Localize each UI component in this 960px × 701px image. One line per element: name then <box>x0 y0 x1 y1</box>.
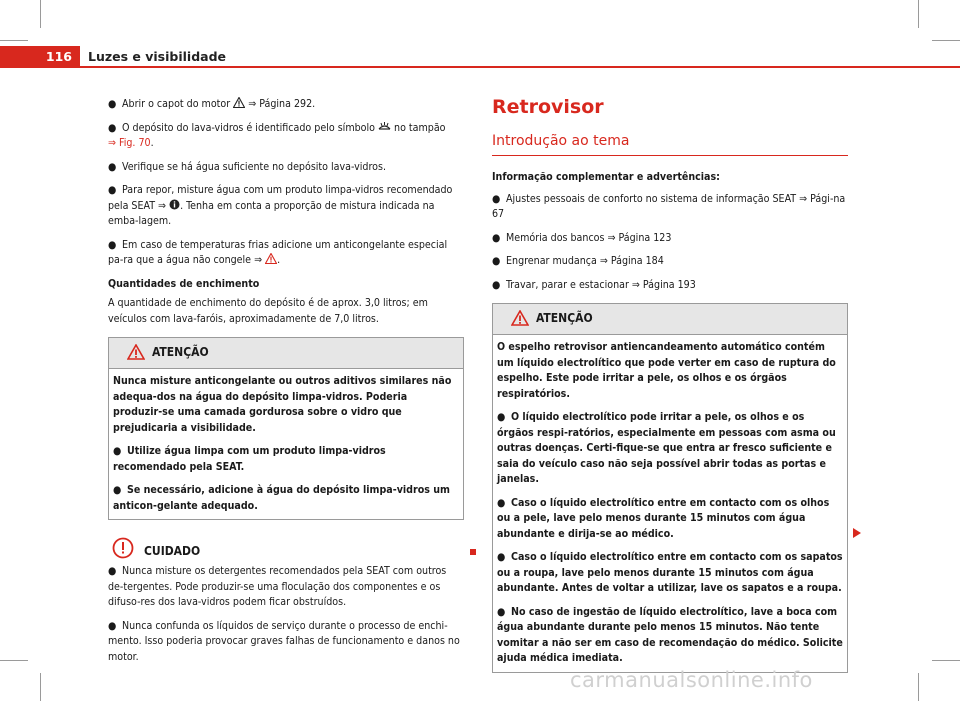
subheading: Quantidades de enchimento <box>108 277 260 290</box>
watermark: carmanualsonline.info <box>570 668 813 692</box>
crop-mark <box>0 660 28 661</box>
paragraph: O espelho retrovisor antiencandeamento automático contém um líquido electrolítico que pode verter em caso de ruptura do espelho. Este pode irritar a pele, os olhos e os órgãos respiratórios. <box>497 341 836 400</box>
list-item: ● Engrenar mudança ⇒ Página 184 <box>492 255 664 267</box>
crop-mark <box>40 673 41 701</box>
washer-fluid-icon <box>378 122 391 132</box>
caution-header <box>108 534 464 564</box>
caution-exclamation-icon <box>112 537 134 559</box>
continue-arrow-icon <box>852 527 862 539</box>
list-item: ● O líquido electrolítico pode irritar a pele, os olhos e os órgãos respi-ratórios, especialmente em pessoas com asma ou outras doenças. Certi-fique-se que entra ar fresco suficiente e saia do veículo caso não seja possível abrir todas as portas e janelas. <box>497 411 836 485</box>
warning-label: ATENÇÃO <box>536 311 593 325</box>
list-item: ● Para repor, misture água com um produto limpa-vidros recomendado pela SEAT ⇒ . Tenha em conta a proporção de mistura indicada na emba-lagem. <box>108 184 453 227</box>
warning-box <box>492 303 848 673</box>
warning-triangle-icon <box>233 97 245 108</box>
list-item: ● Nunca confunda os líquidos de serviço durante o processo de enchi-mento. Isso poderia provocar graves falhas de funcionamento e danos no motor. <box>108 619 460 663</box>
left-column <box>108 97 464 673</box>
header-rule <box>80 66 960 68</box>
warning-header <box>493 304 847 335</box>
paragraph: A quantidade de enchimento do depósito é de aprox. 3,0 litros; em veículos com lava-faróis, aproximadamente de 7,0 litros. <box>108 297 428 325</box>
warning-link-icon[interactable] <box>265 253 277 264</box>
list-item: ● Utilize água limpa com um produto limpa-vidros recomendado pela SEAT. <box>113 445 386 473</box>
page-number: 116 <box>0 46 80 68</box>
list-item: ● Nunca misture os detergentes recomendados pela SEAT com outros de-tergentes. Pode produzir-se uma floculação dos componentes e os difuso-res dos lava-vidros podem ficar obstruídos. <box>108 565 447 608</box>
paragraph: Nunca misture anticongelante ou outros aditivos similares não adequa-dos na água do depósito limpa-vidros. Poderia produzir-se uma camada gordurosa sobre o vidro que prejudicaria a visibilidade. <box>113 375 452 434</box>
list-item: ● Abrir o capot do motor ⇒ Página 292. <box>108 98 316 110</box>
list-item: ● Se necessário, adicione à água do depósito limpa-vidros um anticon-gelante adequado. <box>113 484 450 512</box>
page-title: Retrovisor <box>492 96 604 118</box>
info-circle-icon <box>169 199 180 210</box>
list-item: ● O depósito do lava-vidros é identificado pelo símbolo no tampão ⇒ Fig. 70. <box>108 121 446 149</box>
figure-link[interactable]: ⇒ Fig. 70 <box>108 137 151 149</box>
crop-mark <box>918 0 919 28</box>
warning-header <box>109 338 463 369</box>
warning-body <box>493 335 847 672</box>
list-item: ● Caso o líquido electrolítico entre em contacto com os olhos ou a pele, lave pelo menos durante 15 minutos com água abundante e dirija-se ao médico. <box>497 496 830 540</box>
crop-mark <box>0 40 28 41</box>
crop-mark <box>932 40 960 41</box>
end-marker <box>470 549 476 555</box>
right-column <box>492 96 848 673</box>
warning-body <box>109 369 463 519</box>
crop-mark <box>40 0 41 28</box>
section-rule <box>492 155 848 156</box>
warning-box <box>108 337 464 520</box>
list-item: ● Travar, parar e estacionar ⇒ Página 193 <box>492 278 696 291</box>
crop-mark <box>918 673 919 701</box>
chapter-title: Luzes e visibilidade <box>88 49 227 64</box>
list-item: ● Ajustes pessoais de conforto no sistema de informação SEAT ⇒ Pági-na 67 <box>492 192 846 220</box>
list-item: ● Caso o líquido electrolítico entre em contacto com os sapatos ou a roupa, lave pelo menos durante 15 minutos com água abundante. Antes de voltar a utilizar, lave os sapatos e a roupa. <box>497 551 843 594</box>
section-title: Introdução ao tema <box>492 132 630 149</box>
warning-triangle-icon <box>127 344 145 360</box>
list-item: ● Memória dos bancos ⇒ Página 123 <box>492 231 672 244</box>
list-item: ● Em caso de temperaturas frias adicione um anticongelante especial pa-ra que a água não congele ⇒ . <box>108 238 448 266</box>
warning-triangle-icon <box>511 310 529 326</box>
crop-mark <box>932 660 960 661</box>
caution-label: CUIDADO <box>144 544 201 558</box>
subheading: Informação complementar e advertências: <box>492 171 720 183</box>
list-item: ● Verifique se há água suficiente no depósito lava-vidros. <box>108 160 386 173</box>
warning-label: ATENÇÃO <box>152 345 209 359</box>
list-item: ● No caso de ingestão de líquido electrolítico, lave a boca com água abundante durante pelo menos 15 minutos. Não tente vomitar a não ser em caso de recomendação do médico. Solicite ajuda médica imediata. <box>497 605 843 664</box>
